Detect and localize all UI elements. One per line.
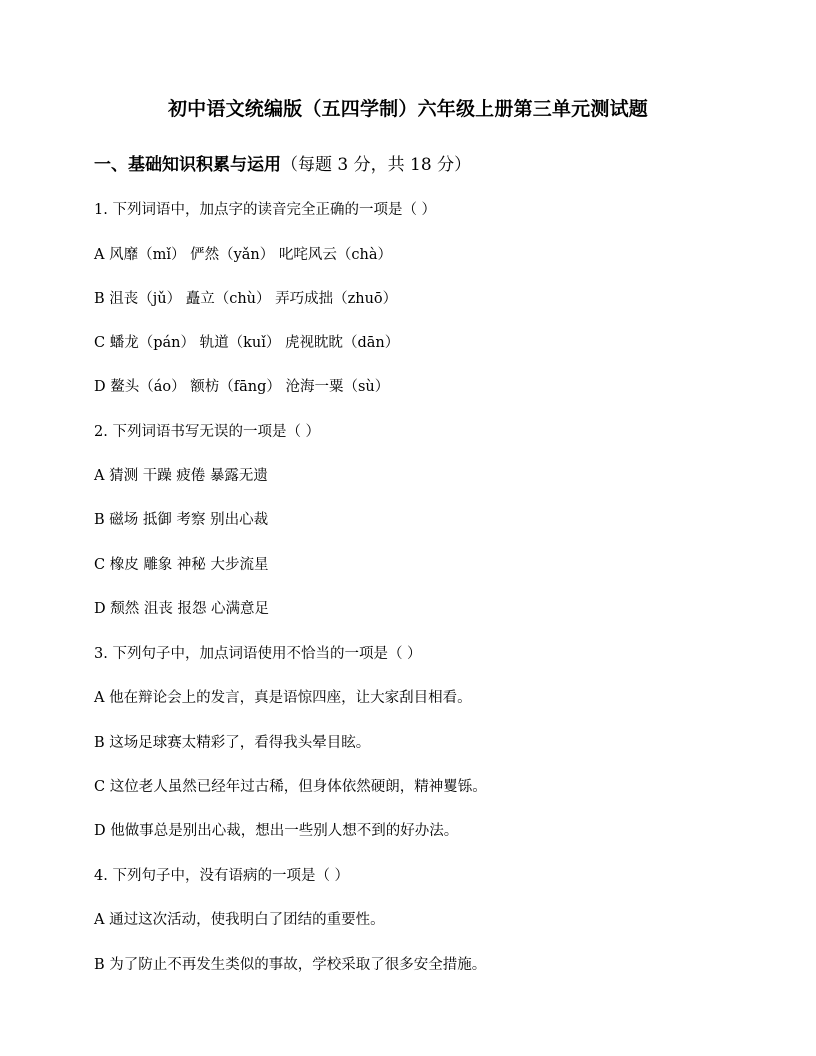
question-2-option-a: A 猜测 干躁 疲倦 暴露无遗 [94,468,268,484]
document-title: 初中语文统编版（五四学制）六年级上册第三单元测试题 [167,98,648,120]
question-3-option-c: C 这位老人虽然已经年过古稀，但身体依然硬朗，精神矍铄。 [94,779,487,795]
question-1-option-a: A 风靡（mǐ） 俨然（yǎn） 叱咤风云（chà） [94,247,392,263]
question-1-option-b: B 沮丧（jǔ） 矗立（chù） 弄巧成拙（zhuō） [94,291,398,307]
section-score-note: （每题 3 分，共 18 分） [281,155,472,175]
question-4-option-b: B 为了防止不再发生类似的事故，学校采取了很多安全措施。 [94,957,487,973]
question-3-option-b: B 这场足球赛太精彩了，看得我头晕目眩。 [94,735,371,751]
section-heading-text: 一、基础知识积累与运用 [94,155,281,175]
question-2-option-d: D 颓然 沮丧 报怨 心满意足 [94,601,270,617]
question-3-option-d: D 他做事总是别出心裁，想出一些别人想不到的好办法。 [94,823,459,839]
section-heading [94,150,471,175]
question-2-option-c: C 橡皮 雕象 神秘 大步流星 [94,557,269,573]
question-4-stem: 4. 下列句子中，没有语病的一项是（ ） [94,868,350,884]
question-1-option-d: D 鳌头（áo） 额枋（fāng） 沧海一粟（sù） [94,379,390,395]
question-3-option-a: A 他在辩论会上的发言，真是语惊四座，让大家刮目相看。 [94,690,472,706]
question-4-option-a: A 通过这次活动，使我明白了团结的重要性。 [94,912,385,928]
question-3-stem: 3. 下列句子中，加点词语使用不恰当的一项是（ ） [94,646,422,662]
question-1-stem: 1. 下列词语中，加点字的读音完全正确的一项是（ ） [94,202,437,218]
question-1-option-c: C 蟠龙（pán） 轨道（kuǐ） 虎视眈眈（dān） [94,335,400,351]
question-2-option-b: B 磁场 抵御 考察 别出心裁 [94,512,269,528]
question-2-stem: 2. 下列词语书写无误的一项是（ ） [94,424,321,440]
